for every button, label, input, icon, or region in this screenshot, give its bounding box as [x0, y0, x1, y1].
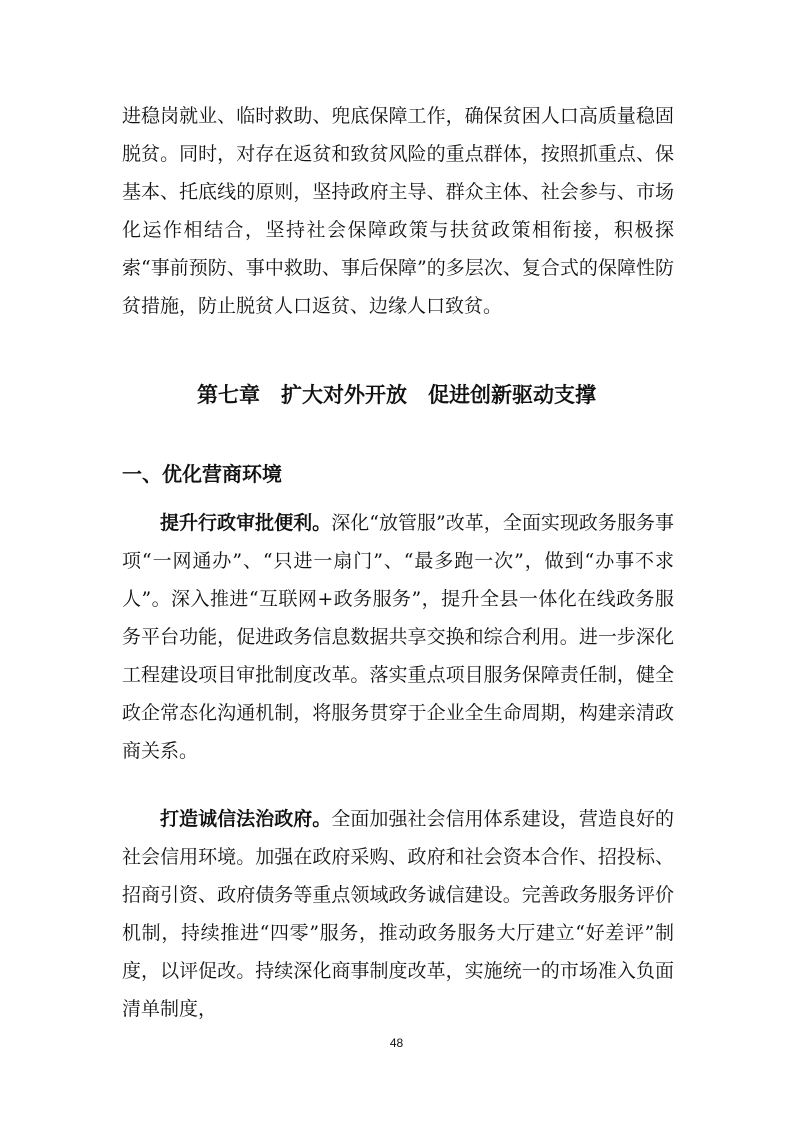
paragraph-text: 深化“放管服”改革，全面实现政务服务事项“一网通办”、“只进一扇门”、“最多跑一次”，做到“办事不求人”。深入推进“互联网+政务服务”，提升全县一体化在线政务服务平台功能，促进政务信息数据共享交换和综合利用。进一步深化工程建设项目审批制度改革。落实重点项目服务保障责任制，健全政企常态化沟通机制，将服务贯穿于企业全生命周期，构建亲清政商关系。 [122, 512, 674, 762]
paragraph-continuation: 进稳岗就业、临时救助、兜底保障工作，确保贫困人口高质量稳固脱贫。同时，对存在返贫和致贫风险的重点群体，按照抓重点、保基本、托底线的原则，坚持政府主导、群众主体、社会参与、市场化运作相结合，坚持社会保障政策与扶贫政策相衔接，积极探索“事前预防、事中救助、事后保障”的多层次、复合式的保障性防贫措施，防止脱贫人口返贫、边缘人口致贫。 [122, 105, 674, 317]
chapter-title: 第七章 扩大对外开放 促进创新驱动支撑 [197, 383, 596, 407]
paragraph-lead: 提升行政审批便利。 [160, 512, 332, 534]
page-number: 48 [389, 1036, 404, 1050]
paragraph-administrative-approval [122, 504, 674, 770]
paragraph-lead: 打造诚信法治政府。 [160, 808, 332, 830]
paragraph-credit-government [122, 800, 674, 1028]
paragraph-text: 全面加强社会信用体系建设，营造良好的社会信用环境。加强在政府采购、政府和社会资本合作、招投标、招商引资、政府债务等重点领域政务诚信建设。完善政务服务评价机制，持续推进“四零”服务，推动政务服务大厅建立“好差评”制度，以评促改。持续深化商事制度改革，实施统一的市场准入负面清单制度， [122, 808, 674, 1020]
section-title: 一、优化营商环境 [122, 462, 282, 486]
